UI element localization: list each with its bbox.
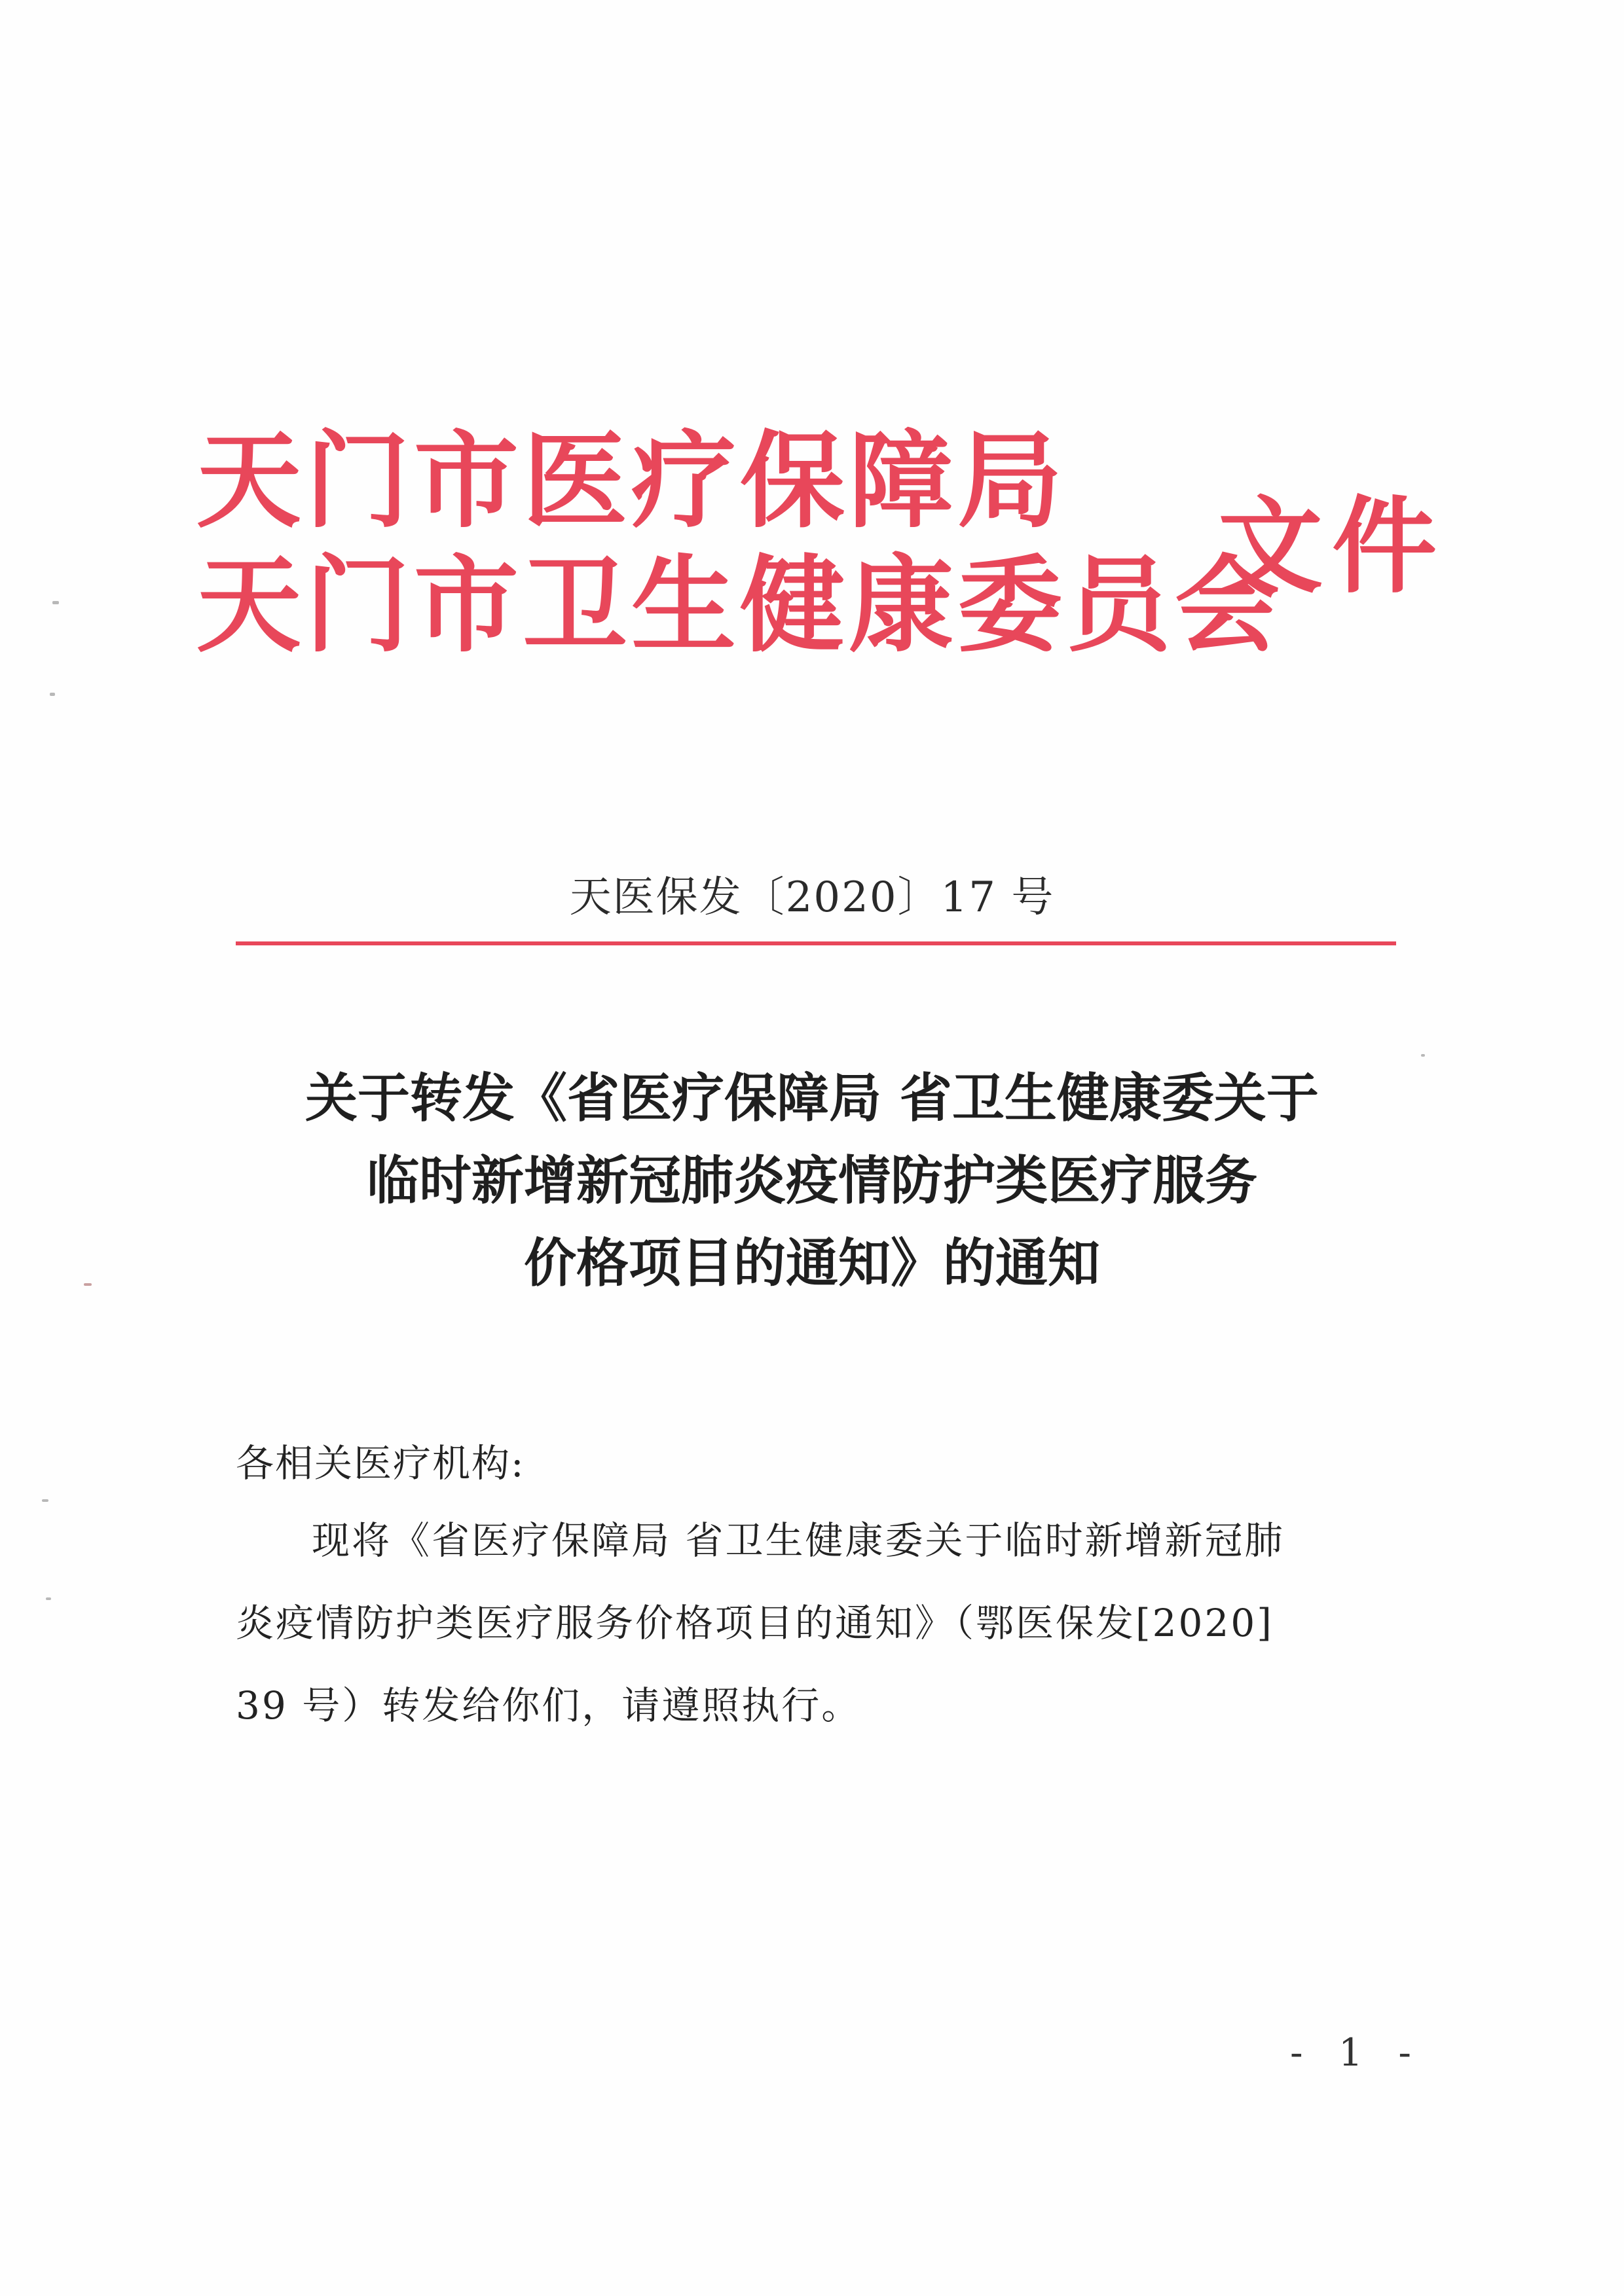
page-number: - 1 - <box>1290 2030 1423 2075</box>
scan-speck <box>1421 1054 1425 1057</box>
issuer-header <box>196 419 1473 707</box>
title-line-1: 关于转发《省医疗保障局 省卫生健康委关于 <box>305 1068 1319 1129</box>
document-title <box>196 1057 1428 1305</box>
document-body <box>236 1427 1388 1747</box>
paragraph-line-3: 39 号）转发给你们，请遵照执行。 <box>236 1683 862 1728</box>
title-line-2: 临时新增新冠肺炎疫情防护类医疗服务 <box>367 1150 1257 1211</box>
issuer-names <box>196 419 1284 668</box>
paragraph-line-1: 现将《省医疗保障局 省卫生健康委关于临时新增新冠肺 <box>312 1518 1285 1563</box>
scan-speck <box>84 1283 92 1286</box>
issuer-name-2: 天门市卫生健康委员会 <box>196 544 1284 666</box>
document-type-label: 文件 <box>1218 485 1447 608</box>
salutation: 各相关医疗机构: <box>236 1441 525 1485</box>
scan-speck <box>46 1597 51 1600</box>
red-separator-line <box>236 941 1396 945</box>
title-line-3: 价格项目的通知》的通知 <box>524 1233 1100 1294</box>
paragraph-line-2: 炎疫情防护类医疗服务价格项目的通知》（鄂医保发[2020] <box>236 1601 1274 1645</box>
issuer-name-1: 天门市医疗保障局 <box>196 420 1067 542</box>
scan-speck <box>52 601 59 604</box>
document-number: 天医保发〔2020〕17 号 <box>569 873 1055 922</box>
scan-speck <box>50 693 55 696</box>
scan-speck <box>42 1499 48 1502</box>
body-paragraph <box>236 1499 1388 1747</box>
